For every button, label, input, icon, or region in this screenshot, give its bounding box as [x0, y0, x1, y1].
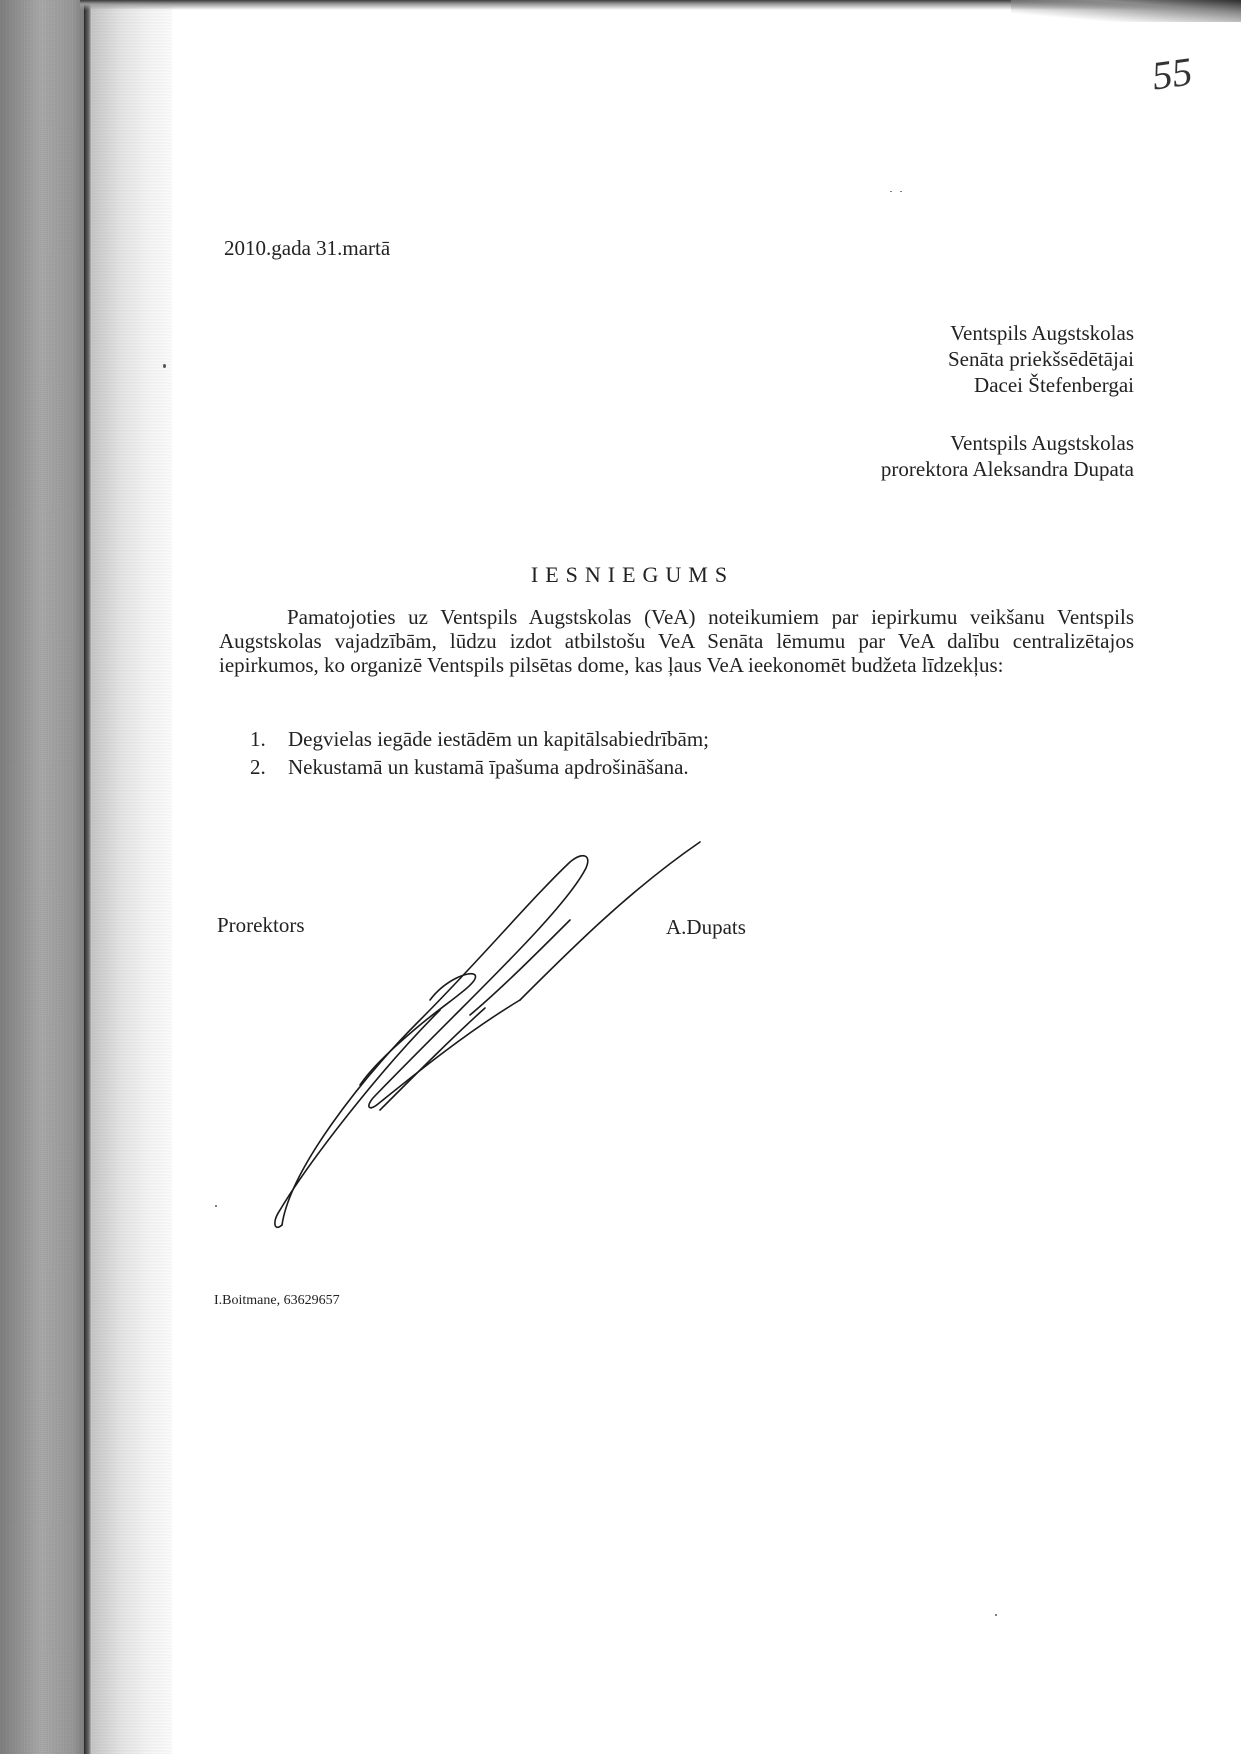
scan-speck	[215, 1205, 217, 1207]
scan-binding-edge	[0, 0, 92, 1754]
list-item-number: 1.	[250, 727, 266, 751]
sender-line-2: prorektora Aleksandra Dupata	[880, 457, 1134, 481]
scan-speck	[890, 191, 892, 192]
list-item-number: 2.	[250, 755, 266, 779]
request-list	[250, 725, 709, 781]
footer-contact: I.Boitmane, 63629657	[214, 1293, 340, 1308]
body-paragraph: Pamatojoties uz Ventspils Augstskolas (VeA) noteikumiem par iepirkumu veikšanu Ventspils Augstskolas vajadzībām, lūdzu izdot atbilstošu VeA Senāta lēmumu par VeA dalību centralizētajos iepirkumos, ko organizē Ventspils pilsētas dome, kas ļaus VeA ieekonomēt budžeta līdzekļus:	[219, 605, 1134, 677]
list-item	[250, 753, 709, 781]
sender-block	[881, 430, 1134, 482]
scan-speck	[163, 364, 166, 368]
scan-binding-shadow	[84, 0, 92, 1754]
recipient-line-3: Dacei Štefenbergai	[974, 373, 1134, 397]
recipient-line-2: Senāta priekšsēdētājai	[947, 347, 1134, 371]
recipient-line-1: Ventspils Augstskolas	[950, 321, 1134, 345]
document-title: IESNIEGUMS	[530, 562, 735, 587]
scan-speck	[995, 1614, 997, 1616]
scan-binding-gradient	[92, 0, 172, 1754]
scan-top-right-edge	[1011, 0, 1241, 22]
list-item-text: Nekustamā un kustamā īpašuma apdrošināšana.	[288, 755, 689, 779]
handwritten-signature	[270, 830, 750, 1250]
handwritten-page-number: 55	[1149, 48, 1195, 99]
recipient-block	[948, 320, 1134, 398]
scan-speck	[900, 191, 902, 192]
sender-line-1: Ventspils Augstskolas	[950, 431, 1134, 455]
signer-position: Prorektors	[217, 913, 305, 937]
document-date: 2010.gada 31.martā	[224, 236, 391, 260]
signer-name: A.Dupats	[666, 915, 746, 939]
list-item	[250, 725, 709, 753]
list-item-text: Degvielas iegāde iestādēm un kapitālsabiedrībām;	[288, 727, 710, 751]
